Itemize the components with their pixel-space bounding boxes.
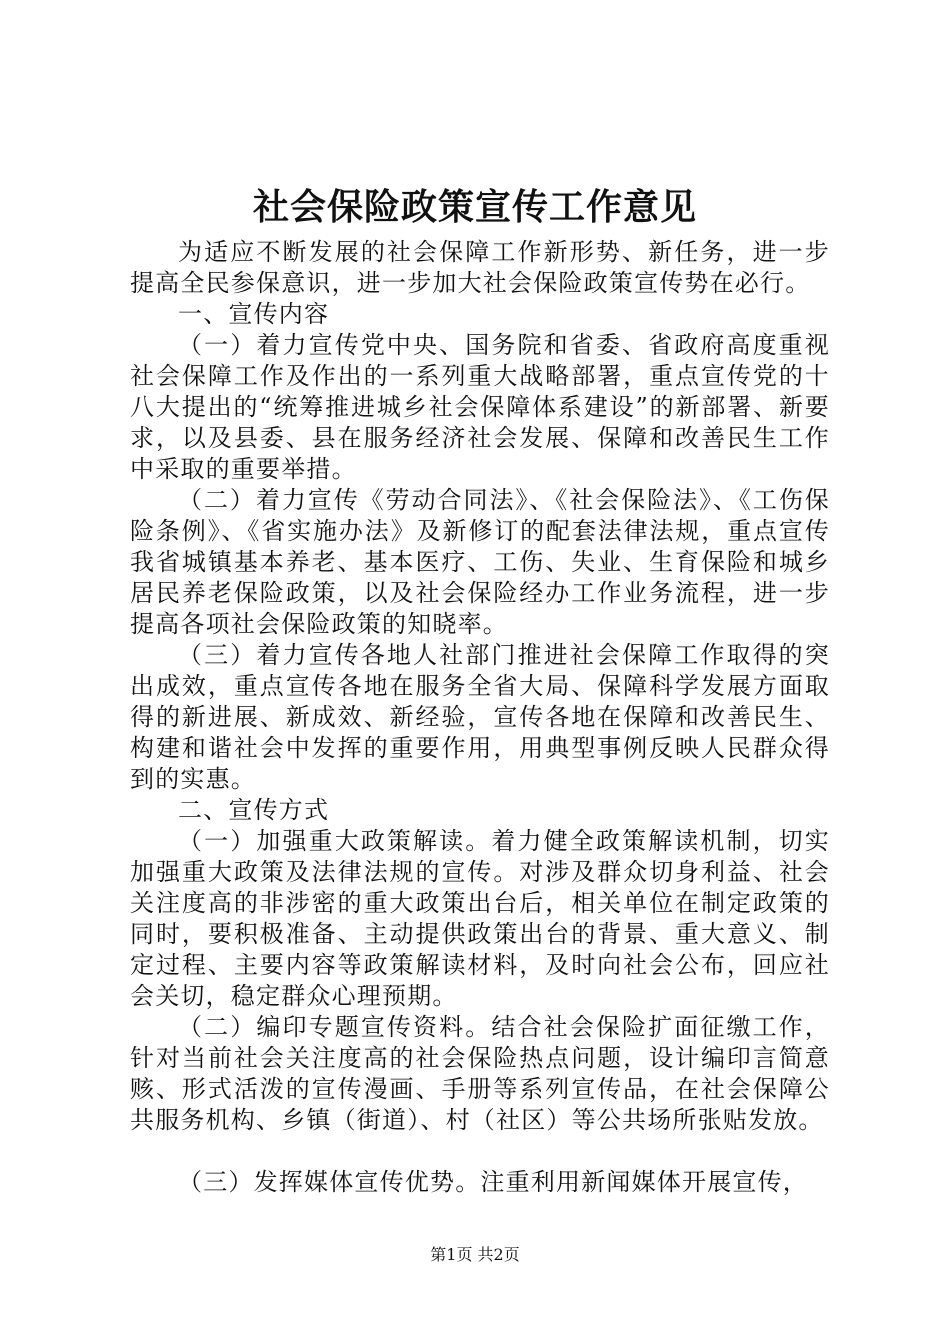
method-item-2: （二）编印专题宣传资料。结合社会保险扩面征缴工作，针对当前社会关注度高的社会保险热点问题，设计编印言简意赅、形式活泼的宣传漫画、手册等系列宣传品，在社会保障公共服务机构、乡镇（街道）、村（社区）等公共场所张贴发放。 [130, 1013, 830, 1134]
section-heading-methods: 二、宣传方式 [178, 796, 330, 824]
document-title: 社会保险政策宣传工作意见 [252, 186, 697, 228]
page-number-footer: 第1页 共2页 [430, 1245, 520, 1264]
intro-paragraph: 为适应不断发展的社会保障工作新形势、新任务，进一步提高全民参保意识，进一步加大社会保险政策宣传势在必行。 [130, 238, 830, 297]
content-item-1: （一）着力宣传党中央、国务院和省委、省政府高度重视社会保障工作及作出的一系列重大战略部署，重点宣传党的十八大提出的“统筹推进城乡社会保障体系建设”的新部署、新要求，以及县委、县在服务经济社会发展、保障和改善民生工作中采取的重要举措。 [130, 331, 830, 483]
method-item-1: （一）加强重大政策解读。着力健全政策解读机制，切实加强重大政策及法律法规的宣传。对涉及群众切身利益、社会关注度高的非涉密的重大政策出台后，相关单位在制定政策的同时，要积极准备、主动提供政策出台的背景、重大意义、制定过程、主要内容等政策解读材料，及时向社会公布，回应社会关切，稳定群众心理预期。 [130, 827, 830, 1010]
document-body [130, 237, 830, 1198]
section-heading-content: 一、宣传内容 [178, 300, 330, 328]
method-item-3: （三）发挥媒体宣传优势。注重利用新闻媒体开展宣传， [178, 1168, 808, 1196]
content-item-2: （二）着力宣传《劳动合同法》、《社会保险法》、《工伤保险条例》、《省实施办法》及新修订的配套法律法规，重点宣传我省城镇基本养老、基本医疗、工伤、失业、生育保险和城乡居民养老保险政策，以及社会保险经办工作业务流程，进一步提高各项社会保险政策的知晓率。 [130, 486, 830, 638]
content-item-3: （三）着力宣传各地人社部门推进社会保障工作取得的突出成效，重点宣传各地在服务全省大局、保障科学发展方面取得的新进展、新成效、新经验，宣传各地在保障和改善民生、构建和谐社会中发挥的重要作用，用典型事例反映人民群众得到的实惠。 [130, 641, 830, 793]
